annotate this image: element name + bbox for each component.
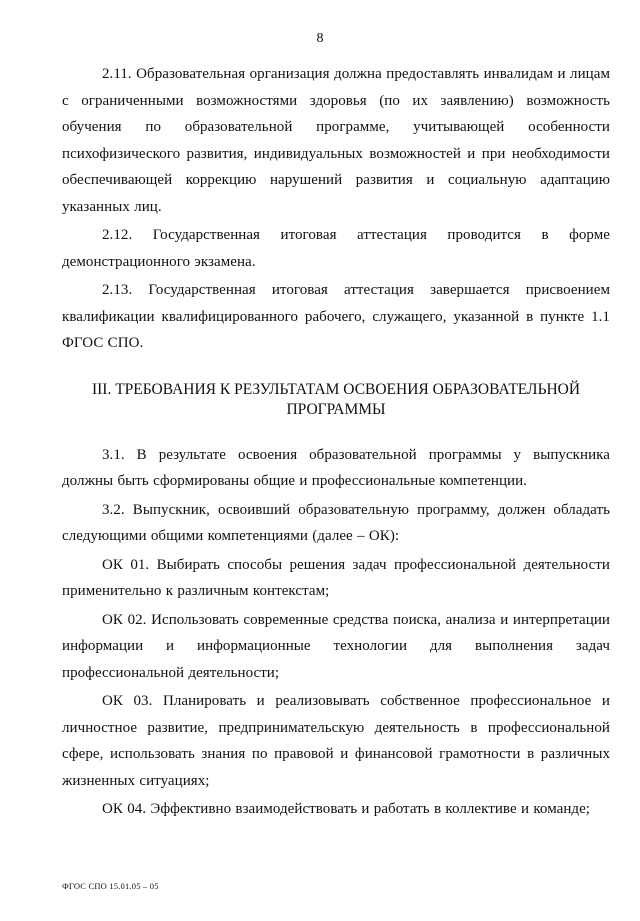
competency-ok-02: ОК 02. Использовать современные средства поиска, анализа и интерпретации информации и информационные технологии для выполнения задач профессиональной деятельности;: [62, 611, 610, 681]
page-number: 8: [316, 31, 324, 46]
page-footer: ФГОС СПО 15.01.05 – 05: [62, 881, 159, 891]
competency-ok-04: ОК 04. Эффективно взаимодействовать и работать в коллективе и команде;: [102, 801, 591, 817]
paragraph-3-2: 3.2. Выпускник, освоивший образовательную программу, должен обладать следующими общими компетенциями (далее – ОК):: [62, 501, 610, 544]
paragraph-3-1: 3.1. В результате освоения образовательной программы у выпускника должны быть сформированы общие и профессиональные компетенции.: [62, 446, 610, 489]
section-heading: III. ТРЕБОВАНИЯ К РЕЗУЛЬТАТАМ ОСВОЕНИЯ ОБРАЗОВАТЕЛЬНОЙ ПРОГРАММЫ: [91, 380, 581, 418]
competency-ok-03: ОК 03. Планировать и реализовывать собственное профессиональное и личностное развитие, предпринимательскую деятельность в профессиональной сфере, использовать знания по правовой и финансовой грамотности в различных жизненных ситуациях;: [62, 693, 610, 789]
competency-ok-01: ОК 01. Выбирать способы решения задач профессиональной деятельности применительно к различным контекстам;: [62, 556, 610, 599]
paragraph-2-12: 2.12. Государственная итоговая аттестация проводится в форме демонстрационного экзамена.: [62, 227, 610, 270]
paragraph-2-11: 2.11. Образовательная организация должна предоставлять инвалидам и лицам с ограниченными возможностями здоровья (по их заявлению) возможность обучения по образовательной программе, учитывающей особенности психофизического развития, индивидуальных возможностей и при необходимости обеспечивающей коррекцию нарушений развития и социальную адаптацию указанных лиц.: [62, 66, 610, 215]
paragraph-2-13: 2.13. Государственная итоговая аттестация завершается присвоением квалификации квалифицированного рабочего, служащего, указанной в пункте 1.1 ФГОС СПО.: [62, 282, 610, 351]
document-body: [62, 61, 610, 825]
